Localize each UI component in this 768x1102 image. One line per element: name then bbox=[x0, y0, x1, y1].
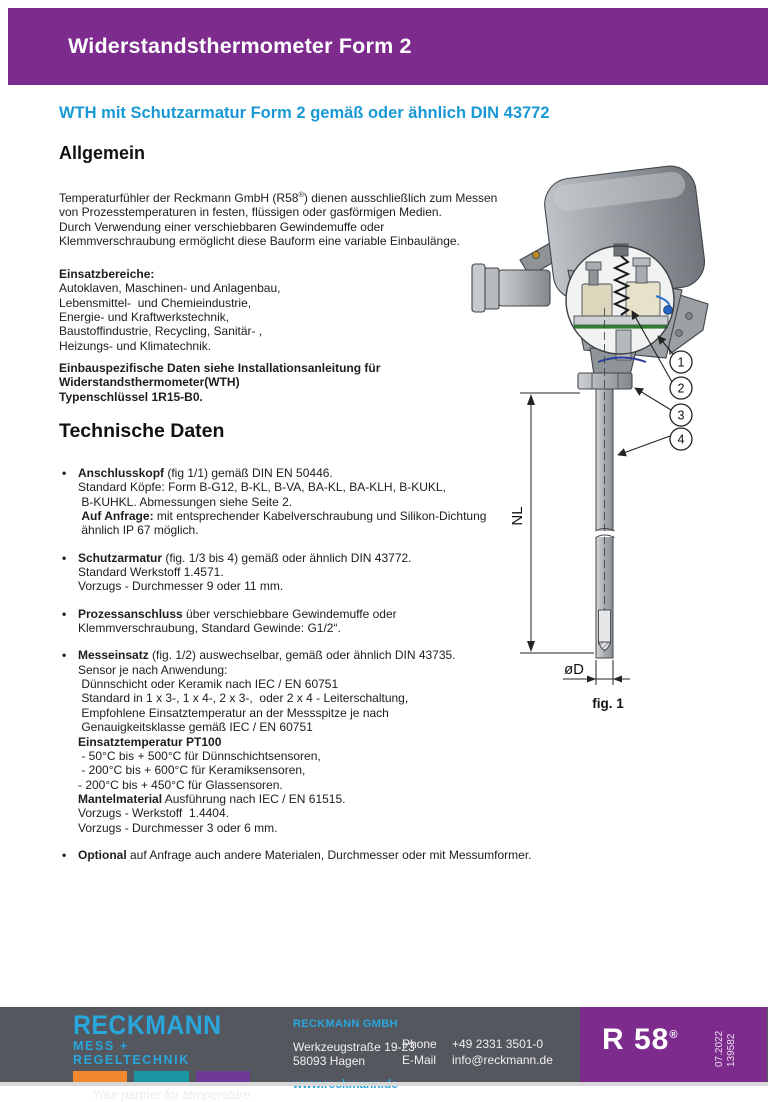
terminal-block-right bbox=[626, 282, 660, 316]
page-title: Widerstandsthermometer Form 2 bbox=[68, 34, 412, 58]
doc-number: 139582 bbox=[726, 1033, 737, 1067]
bullet-marker: • bbox=[62, 550, 67, 565]
intro-paragraph bbox=[59, 191, 539, 248]
callout-3 bbox=[670, 404, 692, 426]
svg-text:1: 1 bbox=[677, 355, 685, 370]
bullet-marker: • bbox=[62, 466, 67, 480]
diameter-label: øD bbox=[564, 661, 584, 678]
text-line: Widerstandsthermometer(WTH) bbox=[59, 375, 240, 390]
text-line: Sensor je nach Anwendung: bbox=[78, 662, 228, 677]
contact-block bbox=[402, 1036, 553, 1068]
nl-dimension bbox=[520, 393, 594, 653]
email-address[interactable]: info@reckmann.de bbox=[452, 1053, 553, 1067]
r58-brand: R 58® bbox=[602, 1023, 679, 1056]
text-line: - 200°C bis + 450°C für Glassensoren. bbox=[78, 777, 283, 792]
text-line: Heizungs- und Klimatechnik. bbox=[59, 338, 212, 353]
phone-number: +49 2331 3501-0 bbox=[452, 1037, 544, 1051]
text-line: Vorzugs - Durchmesser 9 oder 11 mm. bbox=[78, 579, 284, 594]
logo-wordmark: RECKMANN bbox=[73, 1010, 222, 1040]
terminal-block-left bbox=[582, 284, 612, 316]
text-line: Mantelmaterial Ausführung nach IEC / EN 61515. bbox=[78, 791, 346, 806]
company-address bbox=[293, 1040, 415, 1068]
text-line: Autoklaven, Maschinen- und Anlagenbau, bbox=[59, 281, 281, 296]
footer bbox=[0, 1007, 768, 1102]
bullet-marker: • bbox=[62, 847, 67, 862]
registered-mark: ® bbox=[669, 1029, 679, 1041]
text-line: Einsatztemperatur PT100 bbox=[78, 734, 222, 749]
bullet-marker: • bbox=[62, 648, 67, 663]
text-line: Standard Köpfe: Form B-G12, B-KL, B-VA, BA-KL, BA-KLH, B-KUKL, bbox=[78, 480, 446, 495]
text-line: Prozessanschluss über verschiebbare Gewindemuffe oder bbox=[78, 606, 397, 621]
callout-2 bbox=[670, 377, 692, 399]
doc-meta-rotated bbox=[714, 1021, 740, 1067]
text-line: Energie- und Kraftwerkstechnik, bbox=[59, 310, 230, 325]
text-line: Auf Anfrage: mit entsprechender Kabelverschraubung und Silikon-Dichtung bbox=[78, 509, 487, 524]
text-line: Klemmverschraubung ermöglicht diese Bauform eine variable Einbaulänge. bbox=[59, 234, 460, 249]
header-band bbox=[8, 8, 768, 85]
text-line: Baustoffindustrie, Recycling, Sanitär- , bbox=[59, 324, 263, 339]
logo-bar-teal bbox=[134, 1071, 188, 1082]
page-bottom-edge bbox=[0, 1082, 768, 1086]
r58-brand-block bbox=[580, 1007, 767, 1082]
bullet-item bbox=[59, 848, 679, 862]
cable-gland bbox=[472, 264, 550, 312]
text-line: Standard in 1 x 3-, 1 x 4-, 2 x 3-, oder 2 x 4 - Leiterschaltung, bbox=[78, 691, 409, 706]
fig1-technical-drawing bbox=[470, 158, 768, 714]
phone-label: Phone bbox=[402, 1037, 437, 1051]
text-line: Einbauspezifische Daten siehe Installationsanleitung für bbox=[59, 361, 381, 375]
address-line-2: 58093 Hagen bbox=[293, 1054, 366, 1068]
text-line: Klemmverschraubung, Standard Gewinde: G1/2“. bbox=[78, 621, 341, 636]
text-line: Temperaturfühler der Reckmann GmbH (R58®) dienen ausschließlich zum Messen bbox=[59, 190, 498, 205]
text-line: - 50°C bis + 500°C für Dünnschichtsensoren, bbox=[78, 748, 321, 763]
address-line-1: Werkzeugstraße 19-23 bbox=[293, 1040, 415, 1054]
reckmann-logo bbox=[73, 1012, 250, 1102]
logo-bar-orange bbox=[73, 1071, 127, 1082]
text-line: Dünnschicht oder Keramik nach IEC / EN 60751 bbox=[78, 677, 339, 692]
svg-text:4: 4 bbox=[677, 432, 685, 447]
fig-caption: fig. 1 bbox=[592, 696, 624, 711]
text-line: Standard Werkstoff 1.4571. bbox=[78, 565, 224, 580]
subtitle: WTH mit Schutzarmatur Form 2 gemäß oder ähnlich DIN 43772 bbox=[59, 104, 550, 122]
svg-text:3: 3 bbox=[677, 408, 685, 423]
allgemein-heading: Allgemein bbox=[59, 143, 146, 163]
nl-label: NL bbox=[509, 506, 526, 526]
technische-daten-heading: Technische Daten bbox=[59, 420, 225, 442]
text-line: B-KUHKL. Abmessungen siehe Seite 2. bbox=[78, 494, 293, 509]
text-line: Typenschlüssel 1R15-B0. bbox=[59, 389, 203, 404]
hex-nut bbox=[578, 373, 632, 389]
pcb-strip bbox=[574, 325, 668, 329]
text-line: von Prozesstemperaturen in festen, flüssigen oder gasförmigen Medien. bbox=[59, 205, 442, 220]
text-line: Durch Verwendung einer verschiebbaren Gewindemuffe oder bbox=[59, 219, 385, 234]
company-name: RECKMANN GMBH bbox=[293, 1018, 398, 1030]
svg-text:2: 2 bbox=[677, 381, 685, 396]
einsatzbereiche-section bbox=[59, 267, 489, 353]
text-line: Empfohlene Einsatztemperatur an der Messspitze je nach bbox=[78, 705, 389, 720]
company-block bbox=[293, 1017, 415, 1091]
einbau-note bbox=[59, 361, 489, 404]
text-line: Schutzarmatur (fig. 1/3 bis 4) gemäß oder ähnlich DIN 43772. bbox=[78, 550, 412, 565]
text-line: ähnlich IP 67 möglich. bbox=[78, 523, 199, 538]
callout-1 bbox=[670, 351, 692, 373]
logo-bar-purple bbox=[196, 1071, 250, 1082]
einsatzbereiche-heading: Einsatzbereiche: bbox=[59, 267, 155, 281]
text-line: Optional auf Anfrage auch andere Materialen, Durchmesser oder mit Messumformer. bbox=[78, 847, 532, 862]
callout-4 bbox=[670, 428, 692, 450]
text-line: - 200°C bis + 600°C für Keramiksensoren, bbox=[78, 763, 306, 778]
bullet-marker: • bbox=[62, 606, 67, 621]
logo-color-bars bbox=[73, 1071, 250, 1082]
email-label: E-Mail bbox=[402, 1053, 437, 1067]
text-line: Lebensmittel- und Chemieindustrie, bbox=[59, 295, 252, 310]
logo-tagline: Your partner for temperature bbox=[92, 1088, 250, 1102]
text-line: Anschlusskopf (fig 1/1) gemäß DIN EN 50446. bbox=[78, 466, 333, 480]
probe-tip bbox=[599, 610, 611, 650]
einsatzbereiche-lines bbox=[59, 281, 489, 353]
text-line: Messeinsatz (fig. 1/2) auswechselbar, gemäß oder ähnlich DIN 43735. bbox=[78, 648, 456, 663]
text-line: Vorzugs - Durchmesser 3 oder 6 mm. bbox=[78, 820, 278, 835]
text-line: Genauigkeitsklasse gemäß IEC / EN 60751 bbox=[78, 720, 313, 735]
doc-date: 07.2022 bbox=[714, 1030, 725, 1067]
logo-subline: MESS + REGELTECHNIK bbox=[73, 1039, 190, 1067]
text-line: Vorzugs - Werkstoff 1.4404. bbox=[78, 806, 229, 821]
